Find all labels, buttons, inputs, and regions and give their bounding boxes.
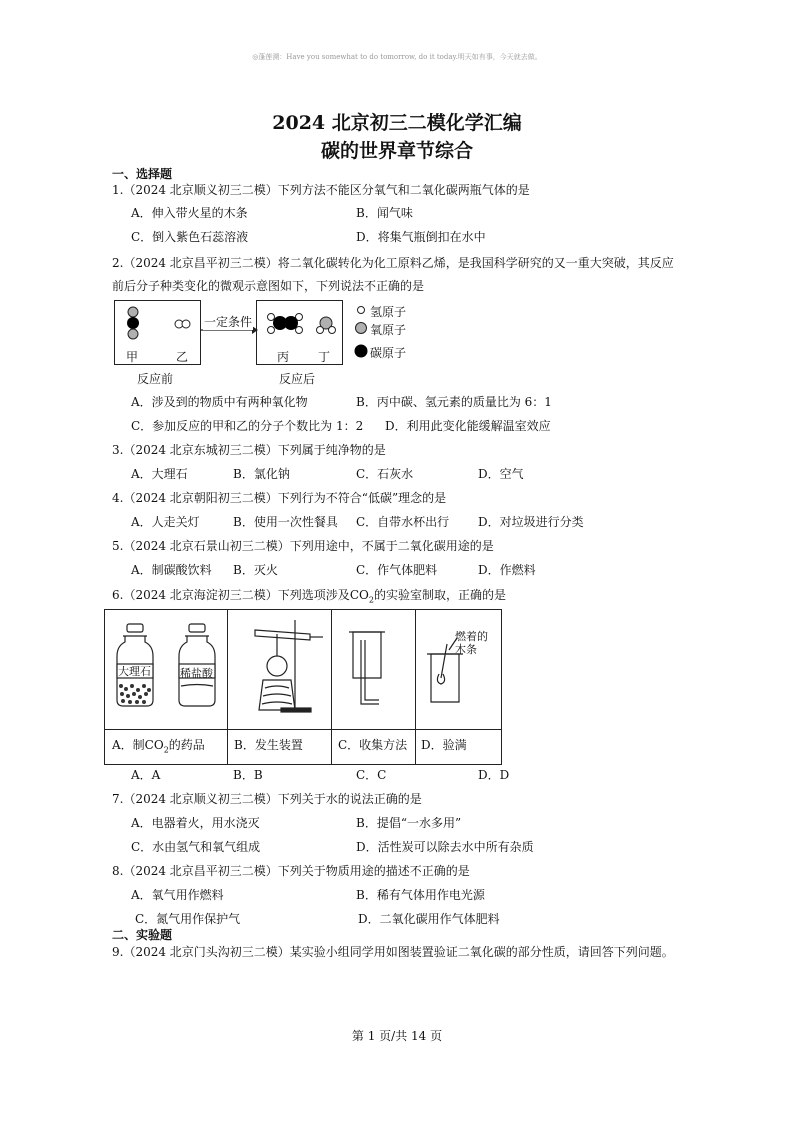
q2-stem-line1: 2.（2024 北京昌平初三二模）将二氧化碳转化为化工原料乙烯，是我国科学研究的又一重大突破，其反应 <box>112 256 674 270</box>
section-choice-heading: 一、选择题 <box>112 167 173 181</box>
apparatus-drawings <box>105 610 501 729</box>
q6-option-a: A．A <box>131 768 161 782</box>
caption-d: D．验满 <box>421 738 467 752</box>
reaction-condition: 一定条件 <box>204 315 253 329</box>
q5-option-b: B．灭火 <box>233 563 278 577</box>
label-jia: 甲 <box>126 350 139 364</box>
q6-option-b: B．B <box>233 768 263 782</box>
legend-carbon-label: 碳原子 <box>370 346 407 360</box>
q4-option-c: C．自带水杯出行 <box>356 515 450 529</box>
co2-molecule <box>127 307 139 339</box>
q4-stem: 4.（2024 北京朝阳初三二模）下列行为不符合“低碳”理念的是 <box>112 491 447 505</box>
q1-option-c: C．倒入紫色石蕊溶液 <box>131 230 249 244</box>
caption-b: B．发生装置 <box>234 738 303 752</box>
q5-option-c: C．作气体肥料 <box>356 563 438 577</box>
q3-stem: 3.（2024 北京东城初三二模）下列属于纯净物的是 <box>112 443 386 457</box>
q7-option-b: B．提倡“一水多用” <box>356 816 462 830</box>
q8-stem: 8.（2024 北京昌平初三二模）下列关于物质用途的描述不正确的是 <box>112 864 470 878</box>
q2-option-a: A．涉及到的物质中有两种氧化物 <box>131 395 308 409</box>
label-after: 反应后 <box>279 372 316 386</box>
document-title: 2024 北京初三二模化学汇编 <box>272 112 522 134</box>
q8-option-c: C．氮气用作保护气 <box>135 912 241 926</box>
q6-stem: 6.（2024 北京海淀初三二模）下列选项涉及$CO_2$的实验室制取，正确的是 <box>112 588 506 605</box>
q7-option-c: C．水由氢气和氧气组成 <box>131 840 261 854</box>
c2h4-molecule <box>268 314 303 334</box>
caption-c: C．收集方法 <box>338 738 408 752</box>
label-burning-stick: 燃着的木条 <box>455 630 488 656</box>
q4-option-a: A．人走关灯 <box>131 515 200 529</box>
legend-oxygen-label: 氧原子 <box>370 323 407 337</box>
q5-option-a: A．制碳酸饮料 <box>131 563 212 577</box>
h2-molecule <box>175 320 190 328</box>
q3-option-b: B．氯化钠 <box>233 467 290 481</box>
q4-option-b: B．使用一次性餐具 <box>233 515 338 529</box>
q1-option-b: B．闻气味 <box>356 206 413 220</box>
q6-option-d: D．D <box>478 768 510 782</box>
q9-stem: 9.（2024 北京门头沟初三二模）某实验小组同学用如图装置验证二氧化碳的部分性质，请回答下列问题。 <box>112 945 674 959</box>
q2-option-b: B．丙中碳、氢元素的质量比为 6：1 <box>356 395 552 409</box>
label-yi: 乙 <box>176 350 189 364</box>
q8-option-b: B．稀有气体用作电光源 <box>356 888 485 902</box>
label-before: 反应前 <box>137 372 174 386</box>
q3-option-a: A．大理石 <box>131 467 188 481</box>
q3-option-c: C．石灰水 <box>356 467 414 481</box>
q3-option-d: D．空气 <box>478 467 524 481</box>
header-note: ◎蓬莲溯：Have you somewhat to do tomorrow, do it today.明天如有事，今天就去做。 <box>252 53 542 61</box>
q6-option-c: C．C <box>356 768 387 782</box>
label-bing: 丙 <box>277 350 290 364</box>
legend-hydrogen-icon <box>358 307 365 314</box>
section-experiment-heading: 二、实验题 <box>112 928 173 942</box>
legend-oxygen-icon <box>356 323 367 334</box>
document-subtitle: 碳的世界章节综合 <box>320 140 473 162</box>
q2-stem-line2: 前后分子种类变化的微观示意图如下，下列说法不正确的是 <box>112 279 425 293</box>
q1-stem: 1.（2024 北京顺义初三二模）下列方法不能区分氧气和二氧化碳两瓶气体的是 <box>112 183 530 197</box>
legend-carbon-icon <box>355 345 368 358</box>
caption-a: A．制$CO_2$的药品 <box>112 738 205 755</box>
q5-stem: 5.（2024 北京石景山初三二模）下列用途中，不属于二氧化碳用途的是 <box>112 539 494 553</box>
q2-option-c: C．参加反应的甲和乙的分子个数比为 1：2 <box>131 419 364 433</box>
q1-option-d: D．将集气瓶倒扣在水中 <box>356 230 486 244</box>
legend-hydrogen-label: 氢原子 <box>370 305 407 319</box>
label-ding: 丁 <box>318 350 331 364</box>
q2-option-d: D．利用此变化能缓解温室效应 <box>385 419 551 433</box>
page-footer: 第 1 页/共 14 页 <box>351 1029 443 1043</box>
q1-option-a: A．伸入带火星的木条 <box>131 206 248 220</box>
q5-option-d: D．作燃料 <box>478 563 536 577</box>
q6-apparatus-table <box>104 609 502 765</box>
label-acid: 稀盐酸 <box>180 667 213 680</box>
collection-apparatus-icon <box>349 632 385 704</box>
q7-stem: 7.（2024 北京顺义初三二模）下列关于水的说法正确的是 <box>112 792 422 806</box>
generation-apparatus-icon <box>255 620 323 712</box>
q7-option-a: A．电器着火，用水浇灭 <box>131 816 260 830</box>
q7-option-d: D．活性炭可以除去水中所有杂质 <box>356 840 534 854</box>
q8-option-d: D．二氧化碳用作气体肥料 <box>358 912 500 926</box>
h2o-molecule <box>317 317 336 334</box>
q4-option-d: D．对垃圾进行分类 <box>478 515 584 529</box>
label-marble: 大理石 <box>118 665 151 678</box>
q8-option-a: A．氧气用作燃料 <box>131 888 224 902</box>
